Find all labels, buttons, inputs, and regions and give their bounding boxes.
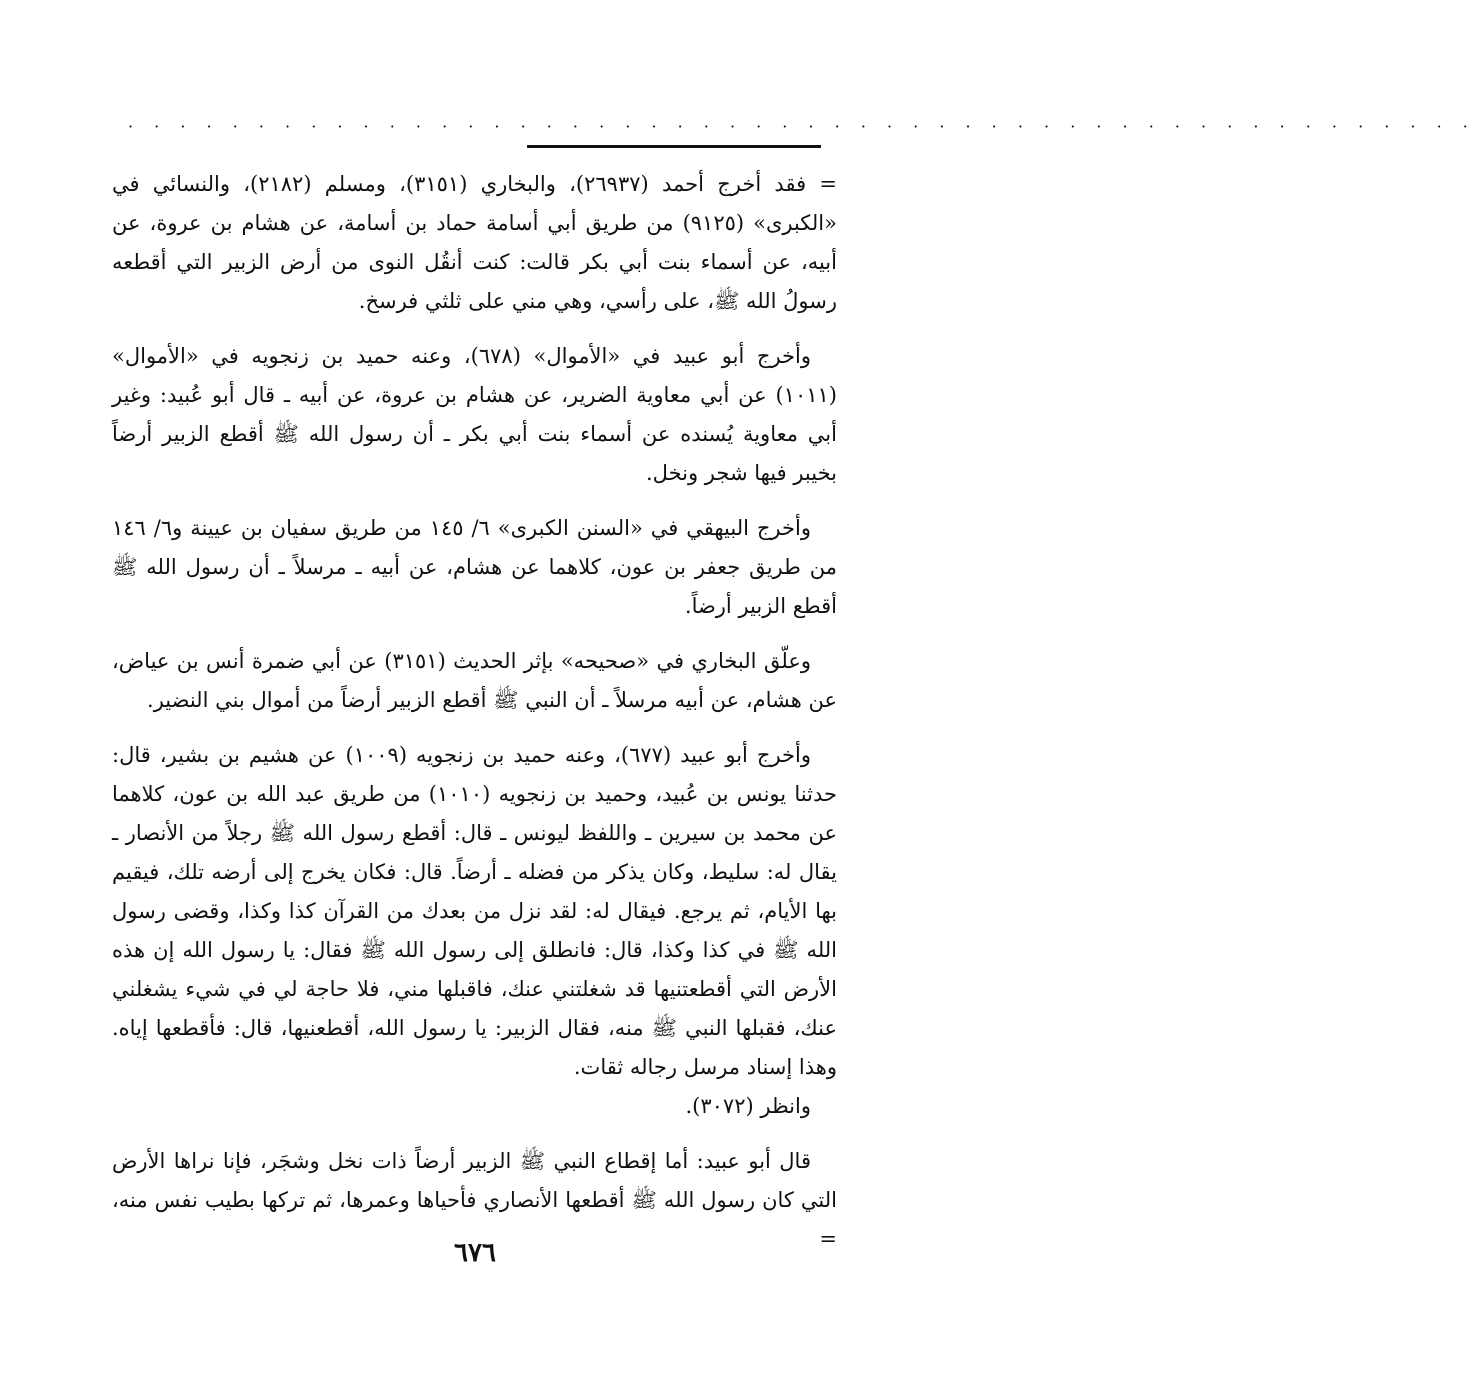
page-number: ٦٧٦: [454, 1238, 496, 1268]
dotted-separator: · · · · · · · · · · · · · · · · · · · · · · · · · · · · · · · · · · · · · · · · · · · · · · · · · · · ·: [128, 117, 1476, 136]
paragraph-7: قال أبو عبيد: أما إقطاع النبي ﷺ الزبير أرضاً ذات نخل وشجَر، فإنا نراها الأرض التي كان رسول الله ﷺ أقطعها الأنصاري فأحياها وعمرها، ثم تركها بطيب نفس منه، =: [112, 1149, 837, 1251]
paragraph-5: وأخرج أبو عبيد (٦٧٧)، وعنه حميد بن زنجويه (١٠٠٩) عن هشيم بن بشير، قال: حدثنا يونس بن عُبيد، وحميد بن زنجويه (١٠١٠) من طريق عبد الله بن عون، كلاهما عن محمد بن سيرين ـ واللفظ ليونس ـ قال: أقطع رسول الله ﷺ رجلاً من الأنصار ـ يقال له: سليط، وكان يذكر من فضله ـ أرضاً. قال: فكان يخرج إلى أرضه تلك، فيقيم بها الأيام، ثم يرجع. فيقال له: لقد نزل من بعدك من القرآن كذا وكذا، وقضى رسول الله ﷺ في كذا وكذا، قال: فانطلق إلى رسول الله ﷺ فقال: يا رسول الله إن هذه الأرض التي أقطعتنيها قد شغلتني عنك، فاقبلها مني، فلا حاجة لي في شيء يشغلني عنك، فقبلها النبي ﷺ منه، فقال الزبير: يا رسول الله، أقطعنيها، قال: فأقطعها إياه. وهذا إسناد مرسل رجاله ثقات.: [112, 743, 837, 1079]
paragraph-1: = فقد أخرج أحمد (٢٦٩٣٧)، والبخاري (٣١٥١)، ومسلم (٢١٨٢)، والنسائي في «الكبرى» (٩١٢٥) من طريق أبي أسامة حماد بن أسامة، عن هشام بن عروة، عن أبيه، عن أسماء بنت أبي بكر قالت: كنت أنقُل النوى من أرض الزبير التي أقطعه رسولُ الله ﷺ، على رأسي، وهي مني على ثلثي فرسخ.: [112, 172, 837, 313]
paragraph-4: وعلّق البخاري في «صحيحه» بإثر الحديث (٣١٥١) عن أبي ضمرة أنس بن عياض، عن هشام، عن أبيه مرسلاً ـ أن النبي ﷺ أقطع الزبير أرضاً من أموال بني النضير.: [112, 649, 837, 712]
footnote-rule: [527, 145, 821, 148]
paragraph-6: وانظر (٣٠٧٢).: [685, 1094, 811, 1118]
paragraph-2: وأخرج أبو عبيد في «الأموال» (٦٧٨)، وعنه حميد بن زنجويه في «الأموال» (١٠١١) عن أبي معاوية الضرير، عن هشام بن عروة، عن أبيه ـ قال أبو عُبيد: وغير أبي معاوية يُسنده عن أسماء بنت أبي بكر ـ أن رسول الله ﷺ أقطع الزبير أرضاً بخيبر فيها شجر ونخل.: [112, 344, 837, 485]
paragraph-3: وأخرج البيهقي في «السنن الكبرى» ٦/ ١٤٥ من طريق سفيان بن عيينة و٦/ ١٤٦ من طريق جعفر بن عون، كلاهما عن هشام، عن أبيه ـ مرسلاً ـ أن رسول الله ﷺ أقطع الزبير أرضاً.: [112, 516, 837, 618]
footnote-text: [112, 165, 837, 1259]
